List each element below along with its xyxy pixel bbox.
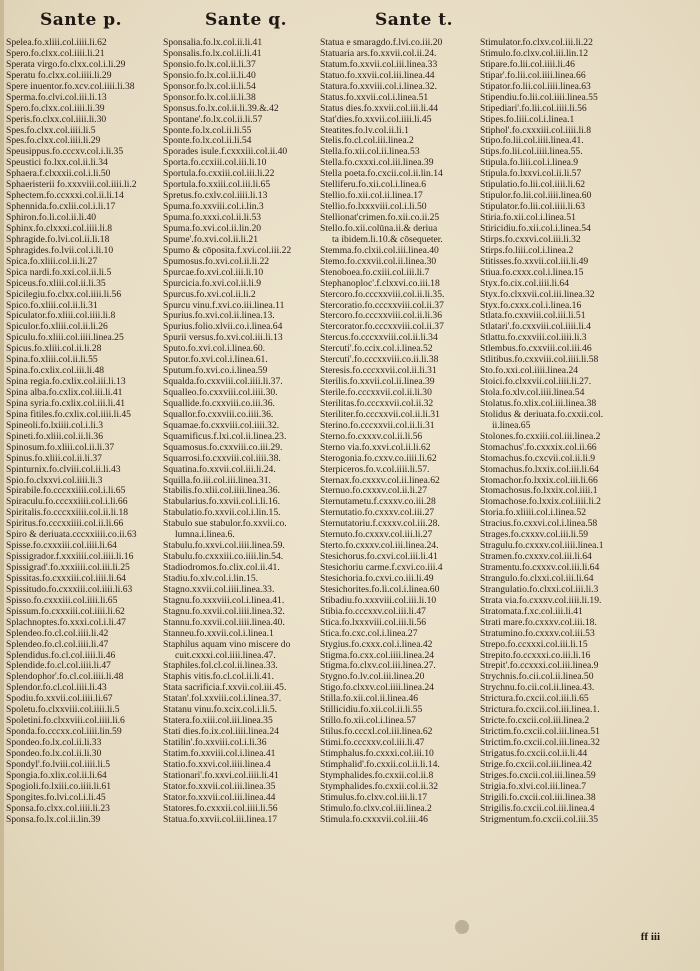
- index-entry: Stipediari'.fo.lii.col.iiii.li.56: [480, 103, 587, 114]
- index-entry: Sterino.fo.cccxxvii.col.ii.li.31: [320, 420, 435, 431]
- index-entry: Sphaeristerii fo.xxxviii.col.iiii.li.2: [6, 180, 137, 191]
- index-entry: Striges.fo.cxcii.col.iii.linea.59: [480, 770, 596, 781]
- index-entry: Spurius.fo.xvi.col.ii.linea.13.: [163, 311, 275, 322]
- index-entry: Spogioli.fo.lxiii.co.iiii.li.61: [6, 781, 112, 792]
- index-entry: Splachnoptes.fo.xxxi.col.i.li.47: [6, 617, 126, 628]
- index-entry: Stillo.fo.xii.col.i.linea.57: [320, 716, 416, 727]
- index-entry: Stomachus.fo.lxxix.col.iii.li.64: [480, 464, 599, 475]
- index-entry: Stlattu.fo.cxxviii.col.iiii.li.3: [480, 333, 587, 344]
- index-entry: Sternutametu.f.cxxxv.co.iii.28: [320, 497, 436, 508]
- index-entry: Statim.fo.xxviii.col.i.linea.41: [163, 748, 276, 759]
- index-entry: Styx.fo.clxxvii.col.iii.linea.32: [480, 289, 595, 300]
- index-entry: Sterto.fo.cxxxv.col.iii.linea.24.: [320, 541, 439, 552]
- index-entry: Stabulu.fo.xxvi.col.iiii.linea.59.: [163, 541, 285, 552]
- index-entry: Stabilis.fo.xlii.col.iiii.linea.36.: [163, 486, 280, 497]
- index-entry: Spoletini.fo.clxxviii.col.iiii.li.6: [6, 716, 125, 727]
- index-entry: Strictim.fo.cxcii.col.iii.linea.32: [480, 738, 600, 748]
- running-head-1: Sante p.: [40, 10, 123, 30]
- index-entry: Strepito.fo.ccxxxi.co.iii.li.16: [480, 650, 591, 661]
- index-entry: Squilla.fo.iii.col.iii.linea.31.: [163, 475, 271, 486]
- index-entry: Spina regia.fo.cxlix.col.iii.li.13: [6, 377, 126, 388]
- index-entry: Sterno via.fo.xxvi.col.ii.li.62: [320, 442, 431, 453]
- index-entry: Spinus.fo.xliii.col.ii.li.37: [6, 453, 102, 464]
- index-entry: Spurius.folio.xlvii.co.i.linea.64: [163, 322, 283, 333]
- index-entry: cuit.cxxxi.col.iiii.linea.47.: [175, 650, 276, 661]
- index-entry: Spelea.fo.xliii.col.iiii.li.62: [6, 38, 107, 48]
- index-entry: Stesichoria.fo.cxvi.co.iii.li.49: [320, 573, 434, 584]
- index-entry: Statua.fo.xxvii.col.iii.linea.17: [163, 814, 278, 825]
- index-entry: Spume'.fo.xvi.col.ii.li.21: [163, 234, 258, 245]
- index-entry: Strages.fo.cxxxv.col.iii.li.59: [480, 530, 589, 541]
- index-entry: Sponte.fo.lx.col.ii.li.55: [163, 125, 252, 136]
- index-entry: Spoletu.fo.clxxviii.col.iiii.li.5: [6, 705, 120, 716]
- index-entry: Sponsus.fo.lx.col.ii.li.39.&.42: [163, 103, 279, 114]
- index-entry: Sterpiceros.fo.v.col.iiii.li.57.: [320, 464, 430, 475]
- index-entry: Stigma.fo.clxv.col.iii.linea.27.: [320, 661, 436, 672]
- index-entry: Sphragides.fo.lvii.col.i.li.10: [6, 245, 114, 256]
- index-entry: Stratomata.f.xc.col.iii.li.41: [480, 606, 583, 617]
- index-entry: Stomachus.fo.cxcvii.col.ii.li.9: [480, 453, 596, 464]
- index-entry: Strychnu.fo.cii.col.ii.linea.43.: [480, 683, 595, 694]
- index-entry: Storia.fo.xliiii.col.i.linea.52: [480, 508, 587, 519]
- index-entry: Squatina.fo.xxvii.col.iii.li.24.: [163, 464, 276, 475]
- index-entry: Stercoro.fo.cccxxviii.col.ii.li.35.: [320, 289, 445, 300]
- index-entry: Strepo.fo.ccxxxi.col.iii.li.15: [480, 639, 588, 650]
- index-entry: Stagnu.fo.xxvii.col.iiii.linea.32.: [163, 606, 285, 617]
- index-entry: Stiricidiu.fo.xii.col.i.linea.54: [480, 223, 591, 234]
- index-entry: Sphectem.fo.ccxxxi.col.ii.li.14: [6, 191, 124, 202]
- index-entry: Sphennida.fo.cxlii.col.i.li.17: [6, 202, 116, 213]
- index-entry: Spurcus.fo.xvi.col.ii.li.2: [163, 289, 256, 300]
- index-entry: Stragulu.fo.cxxxv.col.iiii.linea.1: [480, 541, 604, 552]
- index-entry: Squamae.fo.cxxviii.col.iiii.32.: [163, 420, 280, 431]
- index-entry: Stricte.fo.cxcii.col.iii.linea.2: [480, 716, 590, 727]
- index-entry: Stipulatio.fo.lii.col.iiii.li.62: [480, 180, 585, 191]
- index-entry: Sputum.fo.xvi.co.i.linea.59: [163, 366, 268, 377]
- index-entry: Statua e smaragdo.f.lvi.co.iii.20: [320, 38, 443, 48]
- index-entry: Stata sacrificia.f.xxvii.col.iii.45.: [163, 683, 287, 694]
- index-entry: Strigili.fo.cxcii.col.iii.linea.38: [480, 792, 596, 803]
- index-entry: Stipulor.fo.lii.col.iiii.linea.60: [480, 191, 592, 202]
- index-entry: Stesichorus.fo.cxvi.col.iii.li.41: [320, 552, 438, 563]
- index-entry: Strangulo.fo.clxxi.col.iii.li.64: [480, 573, 594, 584]
- index-entry: Status.fo.xxvii.col.i.linea.51: [320, 92, 429, 103]
- index-entry: Stimulator.fo.clxv.col.iii.li.22: [480, 38, 593, 48]
- index-entry: Spirabile.fo.cccxxiiii.col.i.li.65: [6, 486, 126, 497]
- index-entry: Splendeo.fo.cl.col.iiii.li.42: [6, 628, 109, 639]
- index-entry: Spumosus.fo.xvi.col.ii.li.22: [163, 256, 270, 267]
- index-entry: Stemo.fo.cxxvii.col.ii.linea.30: [320, 256, 437, 267]
- index-entry: Stelliferu.fo.xii.col.i.linea.6: [320, 180, 427, 191]
- index-entry: Stimulo.fo.clxv.col.iii.lin.12: [480, 48, 589, 59]
- index-entry: Sphiron.fo.li.col.ii.li.40: [6, 213, 97, 223]
- index-entry: lumna.i.linea.6.: [175, 530, 235, 541]
- index-entry: Strictim.fo.cxcii.col.iii.linea.51: [480, 727, 600, 738]
- index-entry: Spondeo.fo.lx.col.ii.li.30: [6, 748, 102, 759]
- index-entry: Spere inuentor.fo.xcv.col.iiii.li.38: [6, 81, 135, 92]
- index-entry: Stipendiu.fo.lii.col.iiii.linea.55: [480, 92, 598, 103]
- index-entry: Squallide.fo.cxxviii.co.iii.36.: [163, 398, 275, 409]
- index-column-1: [6, 38, 161, 826]
- index-entry: Squarrosi.fo.cxxviii.col.iiii.38.: [163, 453, 281, 464]
- index-entry: Stolatus.fo.xlix.col.iii.linea.38: [480, 398, 597, 409]
- index-entry: Spretus.fo.cxlv.col.iiii.li.13: [163, 191, 268, 202]
- index-entry: Stipo.fo.lii.col.iiii.linea.41.: [480, 136, 584, 147]
- index-entry: Stlata.fo.cxxviii.col.iii.li.51: [480, 311, 586, 322]
- index-entry: Stymphalides.fo.cxxii.col.ii.8: [320, 770, 434, 781]
- index-entry: Sponsalis.fo.lx.col.ii.li.41: [163, 48, 262, 59]
- index-entry: Spiculator.fo.xliii.col.iiii.li.8: [6, 311, 116, 322]
- index-entry: Speratu fo.clxx.col.iiii.li.29: [6, 70, 112, 81]
- index-entry: Strictura.fo.cxcii.col.iii.linea.1.: [480, 705, 600, 716]
- index-entry: Stomachor.fo.lxxix.col.iii.li.66: [480, 475, 598, 486]
- index-entry: Stratumino.fo.cxxxv.col.iii.53: [480, 628, 595, 639]
- index-entry: Steatites.fo.lv.col.ii.li.1: [320, 125, 409, 136]
- index-entry: Strychnis.fo.cii.col.ii.linea.50: [480, 672, 594, 683]
- index-entry: Stoici.fo.clxxvii.col.iiii.li.27.: [480, 377, 592, 388]
- index-entry: Stesichoriu carme.f.cxvi.co.iii.4: [320, 563, 443, 573]
- gutter-edge: [0, 0, 4, 971]
- index-entry: Spica.fo.xliii.col.ii.li.27: [6, 256, 98, 267]
- index-entry: Spissitudo.fo.cxxxiii.col.iiii.li.63: [6, 584, 133, 595]
- index-entry: Stica.fo.lxxxviii.col.iii.li.56: [320, 617, 427, 628]
- index-entry: Spisse.fo.cxxxiii.col.iiii.li.64: [6, 541, 117, 552]
- index-entry: Stercuti'.fo.ccix.col.i.linea.52: [320, 344, 433, 355]
- index-entry: Sternax.fo.cxxxv.col.ii.linea.62: [320, 475, 440, 486]
- index-entry: Sporta.fo.ccxiii.col.iii.li.10: [163, 158, 267, 169]
- index-entry: Stramentu.fo.cxxxv.col.iii.li.64: [480, 563, 600, 573]
- index-entry: Sponsor.fo.lx.col.ii.li.38: [163, 92, 256, 103]
- index-entry: Stabulatio.fo.xxvii.col.i.lin.15.: [163, 508, 281, 519]
- index-entry: Stellio.fo.lxxxviii.col.i.li.50: [320, 202, 427, 213]
- index-column-4: [480, 38, 676, 826]
- index-entry: Stola.fo.xlv.col.iiii.linea.54: [480, 388, 585, 398]
- index-entry: Stationari'.fo.xxvi.col.iiii.li.41: [163, 770, 279, 781]
- index-entry: Sputo.fo.xvi.col.i.linea.60.: [163, 344, 266, 355]
- index-entry: Stomachus'.fo.cxxxix.col.ii.66: [480, 442, 597, 453]
- index-entry: Stips.fo.lii.col.iiii.linea.55.: [480, 147, 583, 158]
- index-entry: Sperata virgo.fo.clxx.col.i.li.29: [6, 59, 126, 70]
- index-entry: Statuo.fo.xxvii.col.iii.linea.44: [320, 70, 435, 81]
- index-entry: Stlatari'.fo.cxxviii.col.iiii.li.4: [480, 322, 591, 333]
- index-entry: Steresis.fo.cccxxvii.col.ii.li.31: [320, 366, 437, 377]
- index-entry: Stiria.fo.xii.col.i.linea.51: [480, 213, 576, 223]
- index-entry: Strigatus.fo.cxcii.col.ii.li.44: [480, 748, 588, 759]
- index-entry: Statera.fo.xiii.col.iii.linea.35: [163, 716, 273, 727]
- index-entry: Statilin'.fo.xxviii.col.i.li.36: [163, 738, 267, 748]
- index-entry: Strictura.fo.cxcii.col.iii.li.65: [480, 694, 589, 705]
- index-entry: Speusippus.fo.cccxv.col.i.li.35: [6, 147, 124, 158]
- index-entry: Stercoro.fo.cccxxviii.col.ii.li.36: [320, 311, 443, 322]
- index-column-2: [163, 38, 317, 826]
- index-entry: ta ibidem.li.10.& cōsequeter.: [332, 234, 443, 245]
- index-entry: Spero.fo.clxx.col.iiii.li.39: [6, 103, 105, 114]
- index-entry: Stomachosus.fo.lxxix.col.iiii.1: [480, 486, 598, 497]
- index-entry: Splendor.fo.cl.col.iiii.li.43: [6, 683, 107, 694]
- index-entry: Stephanoploc'.f.clxxvi.co.iii.18: [320, 278, 440, 289]
- index-entry: Sterile.fo.cccxxvii.col.ii.li.30: [320, 388, 432, 398]
- index-entry: Stramen.fo.cxxxv.col.iii.li.64: [480, 552, 592, 563]
- index-entry: Squalleo.fo.cxxviii.col.iiii.30.: [163, 388, 278, 398]
- index-entry: Stabulu.fo.cxxxiii.co.iiii.lin.54.: [163, 552, 284, 563]
- index-entry: Stymphalides.fo.cxxii.col.ii.32: [320, 781, 439, 792]
- index-entry: Strata via.fo.cxxxv.col.iiii.li.19.: [480, 595, 602, 606]
- index-entry: Stilus.fo.cccxl.col.iii.linea.62: [320, 727, 433, 738]
- index-entry: Stat'dies.fo.xxvii.col.iiii.li.45: [320, 114, 432, 125]
- index-entry: Stipula.fo.lxxvi.col.ii.li.57: [480, 169, 582, 180]
- index-entry: Spiritus.fo.cccxxiiii.col.ii.li.66: [6, 519, 124, 530]
- index-entry: Stomachose.fo.lxxix.col.iiii.li.2: [480, 497, 601, 508]
- index-entry: Spina alba.fo.cxlix.col.iii.li.41: [6, 388, 123, 398]
- index-entry: Spurii versus.fo.xvi.col.iii.li.13: [163, 333, 283, 344]
- index-entry: Spiculor.fo.xliii.col.ii.li.26: [6, 322, 108, 333]
- index-entry: Spurcae.fo.xvi.col.iii.li.10: [163, 267, 264, 278]
- index-entry: Strigilis.fo.cxcii.col.iii.linea.4: [480, 803, 595, 814]
- index-entry: Spongites.fo.lvi.col.i.li.45: [6, 792, 106, 803]
- index-entry: Spes.fo.clxx.col.iiii.li.29: [6, 136, 101, 147]
- index-entry: Stimula.fo.cxxxvii.col.iii.46: [320, 814, 428, 825]
- index-entry: Stipator.fo.lii.col.iiii.linea.63: [480, 81, 591, 92]
- index-entry: Spinturnix.fo.clviii.col.ii.li.43: [6, 464, 121, 475]
- index-entry: Spero.fo.clxx.col.iiii.li.21: [6, 48, 105, 59]
- index-entry: Squamificus.f.lxi.col.ii.linea.23.: [163, 431, 287, 442]
- index-entry: Spurcu vinu.f.xvi.co.iii.linea.11: [163, 300, 285, 311]
- ink-blot: [455, 920, 469, 934]
- index-entry: Spina fitiles.fo.cxlix.col.iiii.li.45: [6, 409, 131, 420]
- index-entry: Stracius.fo.cxxvi.col.i.linea.58: [480, 519, 598, 530]
- index-entry: Stimulus.fo.clxv.col.iii.li.17: [320, 792, 428, 803]
- index-entry: Stipare.fo.lii.col.iiii.li.46: [480, 59, 575, 70]
- index-entry: Statuaria ars.fo.xxvii.col.ii.24.: [320, 48, 437, 59]
- index-entry: Stigma.fo.cxx.col.iiii.linea.24: [320, 650, 435, 661]
- index-entry: Sponda.fo.cccxx.col.iiii.lin.59: [6, 727, 122, 738]
- index-entry: Speustici fo.lxx.col.ii.li.34: [6, 158, 108, 169]
- index-entry: Stiua.fo.cxxx.col.i.linea.15: [480, 267, 584, 278]
- index-entry: Stanneu.fo.xxvii.col.i.linea.1: [163, 628, 274, 639]
- index-entry: Statio.fo.xxvi.col.iiii.linea.4: [163, 759, 271, 770]
- index-entry: Stercuti'.fo.cccxxviii.co.ii.li.38: [320, 355, 439, 366]
- index-entry: Stesichorites.fo.li.col.i.linea.60: [320, 584, 440, 595]
- index-entry: Spumo & cōposita.f.xvi.col.iii.22: [163, 245, 292, 256]
- index-entry: ii.linea.65: [492, 420, 531, 431]
- index-entry: Stica.fo.cxc.col.i.linea.27: [320, 628, 418, 639]
- index-entry: Staphiles.fol.cl.col.ii.linea.33.: [163, 661, 278, 672]
- index-entry: Statum.fo.xxvii.col.iii.linea.33: [320, 59, 438, 70]
- index-entry: Stannu.fo.xxvii.col.iiii.linea.40.: [163, 617, 285, 628]
- index-entry: Stilla.fo.xii.col.ii.linea.46: [320, 694, 419, 705]
- index-entry: Sponsio.fo.lx.col.ii.li.37: [163, 59, 256, 70]
- index-entry: Sponsio.fo.lx.col.ii.li.40: [163, 70, 256, 81]
- index-entry: Strigia.fo.xlvi.col.iii.linea.7: [480, 781, 587, 792]
- index-entry: Strigmentum.fo.cxcii.col.iii.35: [480, 814, 599, 825]
- index-entry: Sternuto.fo.cxxxv.col.iii.li.27: [320, 530, 433, 541]
- index-entry: Sterilis.fo.xxvii.col.ii.linea.39: [320, 377, 435, 388]
- index-entry: Stercoratio.fo.cccxxviii.col.ii.37: [320, 300, 444, 311]
- index-entry: Spuma.fo.xxviii.col.i.lin.3: [163, 202, 264, 213]
- index-entry: Sterno.fo.cxxxv.col.ii.li.56: [320, 431, 423, 442]
- index-entry: Sputor.fo.xvi.col.i.linea.61.: [163, 355, 268, 366]
- index-entry: Stipulator.fo.lii.col.iiii.li.63: [480, 202, 585, 213]
- index-entry: Statanu vinu.fo.xcix.col.i.li.5.: [163, 705, 278, 716]
- index-entry: Sternutatoriu.f.cxxxv.col.iii.28.: [320, 519, 440, 530]
- index-entry: Sponte.fo.lx.col.ii.li.54: [163, 136, 252, 147]
- index-entry: Stibadiu.fo.xxxviii.col.iii.li.10: [320, 595, 437, 606]
- index-entry: Spissum.fo.cxxxiii.col.iiii.li.62: [6, 606, 125, 617]
- index-entry: Sporades isule.f.cxxxiii.col.ii.40: [163, 147, 288, 158]
- index-entry: Spinosum.fo.xliii.col.ii.li.37: [6, 442, 115, 453]
- index-entry: Stirps.fo.liii.col.i.linea.2: [480, 245, 574, 256]
- index-entry: Staphilus aquam vino miscere do: [163, 639, 291, 650]
- index-entry: Styx.fo.cxxx.col.i.linea.16: [480, 300, 582, 311]
- index-entry: Sphinx.fo.clxxxi.col.iiii.li.8: [6, 223, 113, 234]
- index-entry: Stagnu.fo.xxxviii.col.i.linea.41.: [163, 595, 285, 606]
- index-entry: Stygno.fo.lv.col.iii.linea.20: [320, 672, 425, 683]
- index-entry: Spicus.fo.xliii.col.ii.li.28: [6, 344, 102, 355]
- index-entry: Spiritalis.fo.cccxxiiii.col.ii.li.18: [6, 508, 129, 519]
- index-entry: Stadiu.fo.xlv.col.i.lin.15.: [163, 573, 259, 584]
- index-entry: Stagno.xxvii.col.iiii.linea.33.: [163, 584, 275, 595]
- index-entry: Stipar'.fo.lii.col.iiii.linea.66: [480, 70, 586, 81]
- index-entry: Styx.fo.cix.col.iiii.li.64: [480, 278, 570, 289]
- index-entry: Sperma.fo.clvi.col.iii.li.13: [6, 92, 107, 103]
- index-entry: Stigo.fo.clxxv.col.iiii.linea.24: [320, 683, 434, 694]
- index-entry: Spiraculu.fo.cccxxiiii.col.i.li.66: [6, 497, 128, 508]
- index-entry: Splendide.fo.cl.col.iiii.li.47: [6, 661, 111, 672]
- index-entry: Strepit'.fo.ccxxxi.col.iii.linea.9: [480, 661, 599, 672]
- index-entry: Squamosus.fo.cxxviii.co.iii.29.: [163, 442, 283, 453]
- index-entry: Stimphalid'.fo.cxxii.col.ii.li.14.: [320, 759, 440, 770]
- index-entry: Stolidus & deriuata.fo.cxxii.col.: [480, 409, 604, 420]
- index-entry: Spongia.fo.xlix.col.ii.li.64: [6, 770, 107, 781]
- index-entry: Stirps.fo.cxxvi.col.iii.li.32: [480, 234, 581, 245]
- index-column-3: [320, 38, 475, 826]
- index-entry: Sterogonia.fo.cxxv.co.iiii.li.62: [320, 453, 437, 464]
- index-entry: Spodiu.fo.xxvii.col.iiii.li.67: [6, 694, 113, 705]
- index-entry: Sterilitas.fo.cccxxvii.col.ii.32: [320, 398, 434, 409]
- index-entry: Spissigrad'.fo.xxxiiii.col.iii.li.25: [6, 563, 130, 573]
- index-entry: Spurcicia.fo.xvi.col.ii.li.9: [163, 278, 262, 289]
- index-entry: Stello.fo.xii.colūna.ii.& deriua: [320, 223, 438, 234]
- index-entry: Stelis.fo.cl.col.iii.linea.2: [320, 136, 414, 147]
- index-entry: Stipula.fo.liii.col.i.linea.9: [480, 158, 579, 169]
- index-entry: Spina.fo.xliii.col.ii.li.55: [6, 355, 98, 366]
- index-entry: Stadiodromos.fo.clix.col.ii.41.: [163, 563, 280, 573]
- index-entry: Stimi.fo.cccxxv.col.iii.li.47: [320, 738, 425, 748]
- index-entry: Stabulo sue stabulor.fo.xxvii.co.: [163, 519, 287, 530]
- index-entry: Sponsalia.fo.lx.col.ii.li.41: [163, 38, 263, 48]
- index-entry: Strangulatio.fo.clxxi.col.iii.li.3: [480, 584, 599, 595]
- index-entry: Sternutatio.fo.cxxxv.col.iii.27: [320, 508, 435, 519]
- index-entry: Stella.fo.cxxxi.col.iii.linea.39: [320, 158, 434, 169]
- index-entry: Stellio.fo.xii.col.ii.linea.17: [320, 191, 423, 202]
- index-entry: Status dies.fo.xxvii.col.iii.li.44: [320, 103, 439, 114]
- index-entry: Stati dies.fo.ix.col.iiii.linea.24: [163, 727, 279, 738]
- index-entry: Spiceus.fo.xliii.col.ii.li.35: [6, 278, 106, 289]
- index-entry: Sportula.fo.xxiii.col.iii.li.65: [163, 180, 271, 191]
- index-entry: Sto.fo.xxi.col.iiii.linea.24: [480, 366, 579, 377]
- index-entry: Stabularius.fo.xxvii.col.i.li.16.: [163, 497, 280, 508]
- index-entry: Stibia.fo.cccxxv.col.iii.li.47: [320, 606, 426, 617]
- index-entry: Speris.fo.clxx.col.iiii.li.30: [6, 114, 107, 125]
- running-head-2: Sante q.: [205, 10, 288, 30]
- index-entry: Stimphalus.fo.cxxxi.col.iii.10: [320, 748, 434, 759]
- index-entry: Statura.fo.xxviii.col.i.linea.32.: [320, 81, 437, 92]
- index-entry: Spica nardi.fo.xxi.col.ii.li.5: [6, 267, 112, 278]
- index-entry: Stella poeta.fo.cxcii.col.ii.lin.14: [320, 169, 443, 180]
- index-entry: Spontane'.fo.lx.col.ii.li.57: [163, 114, 263, 125]
- index-entry: Staphis vitis.fo.cl.col.ii.li.41.: [163, 672, 274, 683]
- index-entry: Sternuo.fo.cxxxv.col.ii.li.27: [320, 486, 428, 497]
- index-entry: Stator.fo.xxvii.col.iii.linea.44: [163, 792, 276, 803]
- index-entry: Spina.fo.cxlix.col.iii.li.48: [6, 366, 105, 377]
- index-entry: Stimulo.fo.clxv.col.iii.linea.2: [320, 803, 432, 814]
- index-entry: Statan'.fol.xxviii.col.i.linea.37.: [163, 694, 282, 705]
- index-entry: Stygius.fo.cxxx.col.i.linea.42: [320, 639, 433, 650]
- index-entry: Spondeo.fo.lx.col.ii.li.33: [6, 738, 102, 748]
- index-entry: Statores.fo.cxxxii.col.iiii.li.56: [163, 803, 278, 814]
- index-entry: Sponsa.fo.clxx.col.iiii.li.23: [6, 803, 110, 814]
- index-entry: Stlembus.fo.cxxviii.col.iii.46: [480, 344, 592, 355]
- index-entry: Spicilegiu.fo.clxx.col.iiii.li.56: [6, 289, 122, 300]
- signature-mark: ff iii: [640, 931, 660, 943]
- index-entry: Stercorator.fo.cccxxviii.col.ii.37: [320, 322, 444, 333]
- index-entry: Spuma.fo.xvi.col.ii.lin.20: [163, 223, 262, 234]
- index-entry: Stolones.fo.cxxiii.col.iii.linea.2: [480, 431, 601, 442]
- index-entry: Spico.fo.xliii.col.ii.li.31: [6, 300, 98, 311]
- index-entry: Splendidus.fo.cl.col.iiii.li.46: [6, 650, 116, 661]
- index-entry: Spisso.fo.cxxxiii.col.iiii.li.65: [6, 595, 118, 606]
- index-entry: Stator.fo.xxvii.col.iii.linea.35: [163, 781, 276, 792]
- index-entry: Stemma.fo.clxii.col.iii.linea.40: [320, 245, 439, 256]
- index-entry: Spondyl'.fo.lviii.col.iiii.li.5: [6, 759, 111, 770]
- index-entry: Stella.fo.xii.col.ii.linea.53: [320, 147, 420, 158]
- index-entry: Stellionat'crimen.fo.xii.co.ii.25: [320, 213, 440, 223]
- index-entry: Stiphol'.fo.cxxxiii.col.iiii.li.8: [480, 125, 591, 136]
- index-entry: Sportula.fo.cxxiii.col.iii.li.22: [163, 169, 275, 180]
- index-entry: Strati mare.fo.cxxxv.col.iii.18.: [480, 617, 597, 628]
- index-entry: Spio.fo.clxxvi.col.iiii.li.3: [6, 475, 103, 486]
- index-entry: Sphragide.fo.lvi.col.ii.li.18: [6, 234, 110, 245]
- index-entry: Spes.fo.clxx.col.iiii.li.5: [6, 125, 96, 136]
- index-entry: Sponsor.fo.lx.col.ii.li.54: [163, 81, 256, 92]
- index-entry: Spiculu.fo.xliii.col.iiii.linea.25: [6, 333, 124, 344]
- index-entry: Spineoli.fo.lxiiii.col.i.li.3: [6, 420, 104, 431]
- index-entry: Strige.fo.cxcii.col.iii.linea.42: [480, 759, 592, 770]
- index-entry: Steriliter.fo.cccxxvii.col.ii.li.31: [320, 409, 440, 420]
- index-entry: Stenoboea.fo.cxiii.col.iii.li.7: [320, 267, 430, 278]
- index-entry: Stillicidiu.fo.xii.col.ii.li.55: [320, 705, 423, 716]
- index-entry: Sphaera.f.clxxxii.col.i.li.50: [6, 169, 111, 180]
- index-entry: Spissigrador.f.xxxiiii.col.iiii.li.16: [6, 552, 134, 563]
- index-entry: Stitisses.fo.xxvii.col.iii.li.49: [480, 256, 589, 267]
- index-entry: Spissitas.fo.cxxxiii.col.iiii.li.64: [6, 573, 126, 584]
- index-entry: Sponsa.fo.lx.col.ii.lin.39: [6, 814, 101, 825]
- index-entry: Stlitibus.fo.cxxviii.col.iiii.li.58: [480, 355, 599, 366]
- running-head-3: Sante t.: [375, 10, 454, 30]
- index-entry: Stipes.fo.liii.col.i.linea.1: [480, 114, 575, 125]
- index-entry: Spina syria.fo.cxlix.col.iii.li.41: [6, 398, 126, 409]
- index-entry: Splendophor'.fo.cl.col.iiii.li.48: [6, 672, 124, 683]
- index-entry: Splendeo.fo.cl.col.iiii.li.47: [6, 639, 109, 650]
- index-entry: Spineti.fo.xliii.col.ii.li.36: [6, 431, 104, 442]
- index-entry: Stercus.fo.cccxxviii.col.ii.li.34: [320, 333, 438, 344]
- index-entry: Squalda.fo.cxxviii.col.iiii.li.37.: [163, 377, 283, 388]
- index-entry: Spiro & deriuata.cccxxiiii.co.ii.63: [6, 530, 137, 541]
- index-entry: Spuma.fo.xxxi.col.ii.li.53: [163, 213, 262, 223]
- index-entry: Squallor.fo.cxxviii.co.iiii.36.: [163, 409, 274, 420]
